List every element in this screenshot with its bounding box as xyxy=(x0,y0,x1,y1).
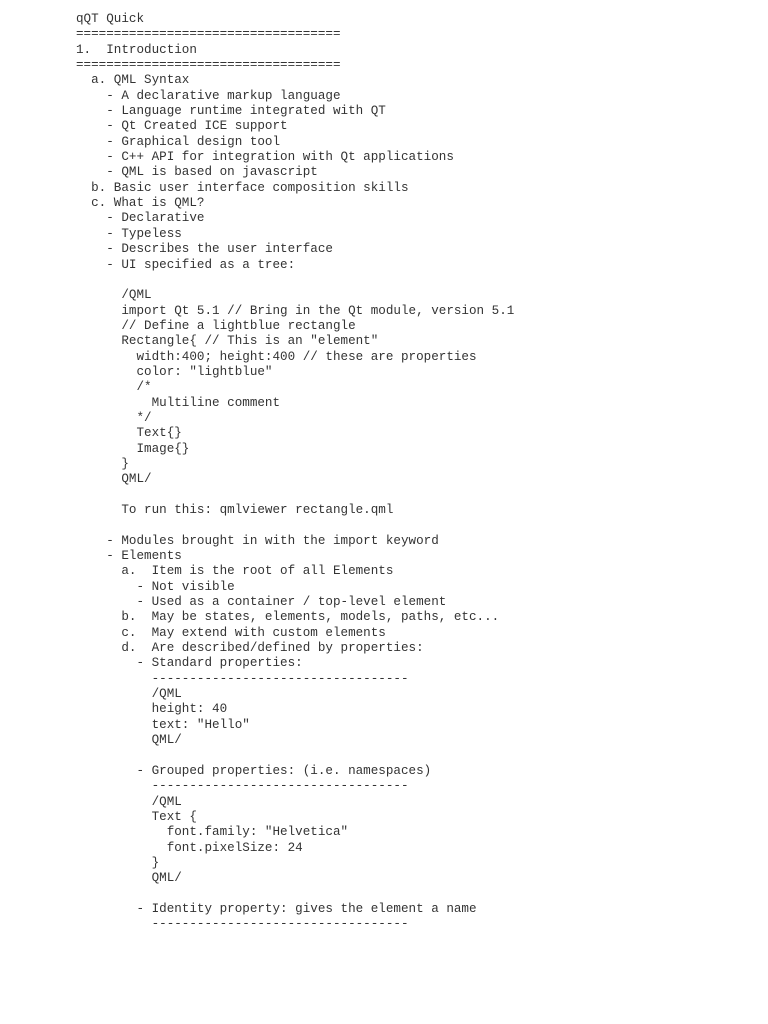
text-line: ---------------------------------- xyxy=(76,671,409,686)
text-line: Rectangle{ // This is an "element" xyxy=(76,334,379,349)
text-line: To run this: qmlviewer rectangle.qml xyxy=(76,503,394,517)
text-line: - QML is based on javascript xyxy=(76,165,318,180)
text-line: ---------------------------------- xyxy=(76,779,409,794)
text-line: b. Basic user interface composition skills xyxy=(76,180,409,195)
text-line: - Standard properties: xyxy=(76,656,303,671)
text-line: a. Item is the root of all Elements xyxy=(76,564,394,579)
text-line: b. May be states, elements, models, paths, etc... xyxy=(76,610,500,625)
text-line: - Language runtime integrated with QT xyxy=(76,104,386,119)
text-line: width:400; height:400 // these are properties xyxy=(76,349,477,364)
text-line: =================================== xyxy=(76,27,341,42)
text-line: - Graphical design tool xyxy=(76,134,281,149)
text-line: QML/ xyxy=(76,733,182,748)
text-line: - Used as a container / top-level element xyxy=(76,595,447,610)
text-line: Image{} xyxy=(76,441,190,456)
text-line: c. May extend with custom elements xyxy=(76,625,386,640)
text-line: 1. Introduction xyxy=(76,42,197,57)
text-line: color: "lightblue" xyxy=(76,364,273,379)
text-line: - Declarative xyxy=(76,211,205,226)
text-line: /QML xyxy=(76,794,182,809)
blank-line xyxy=(76,887,756,902)
text-line: text: "Hello" xyxy=(76,717,250,732)
text-line: font.pixelSize: 24 xyxy=(76,840,303,855)
text-line: /QML xyxy=(76,288,152,303)
text-line: - Not visible xyxy=(76,579,235,594)
text-line: - Modules brought in with the import keyword xyxy=(76,533,439,548)
text-line: QML/ xyxy=(76,472,152,487)
text-line: /QML xyxy=(76,687,182,702)
text-line: font.family: "Helvetica" xyxy=(76,825,349,840)
text-line: - A declarative markup language xyxy=(76,88,341,103)
text-line: - Qt Created ICE support xyxy=(76,119,288,134)
text-line: Text{} xyxy=(76,426,182,441)
text-line: import Qt 5.1 // Bring in the Qt module, version 5.1 xyxy=(76,303,515,318)
text-line: - Typeless xyxy=(76,226,182,241)
text-line: // Define a lightblue rectangle xyxy=(76,318,356,333)
text-line: - Identity property: gives the element a name xyxy=(76,901,477,916)
text-line: Multiline comment xyxy=(76,395,281,410)
blank-line xyxy=(76,749,756,764)
text-line: a. QML Syntax xyxy=(76,73,190,88)
text-line: - UI specified as a tree: xyxy=(76,257,296,272)
text-line: qQT Quick xyxy=(76,12,145,26)
text-line: } xyxy=(76,456,129,471)
text-line: QML/ xyxy=(76,871,182,886)
text-line: - Describes the user interface xyxy=(76,242,333,257)
blank-line xyxy=(76,518,756,533)
text-line: height: 40 xyxy=(76,702,228,717)
text-line: */ xyxy=(76,410,152,425)
text-line: Text { xyxy=(76,809,197,824)
text-line: ---------------------------------- xyxy=(76,917,409,932)
document-page xyxy=(76,12,756,933)
text-line: =================================== xyxy=(76,58,341,73)
text-line: d. Are described/defined by properties: xyxy=(76,641,424,656)
blank-line xyxy=(76,273,756,288)
text-line: } xyxy=(76,855,160,870)
text-line: - Grouped properties: (i.e. namespaces) xyxy=(76,763,432,778)
text-line: - Elements xyxy=(76,549,182,564)
text-line: c. What is QML? xyxy=(76,196,205,211)
blank-line xyxy=(76,488,756,503)
text-line: /* xyxy=(76,380,152,395)
text-line: - C++ API for integration with Qt applications xyxy=(76,150,454,165)
